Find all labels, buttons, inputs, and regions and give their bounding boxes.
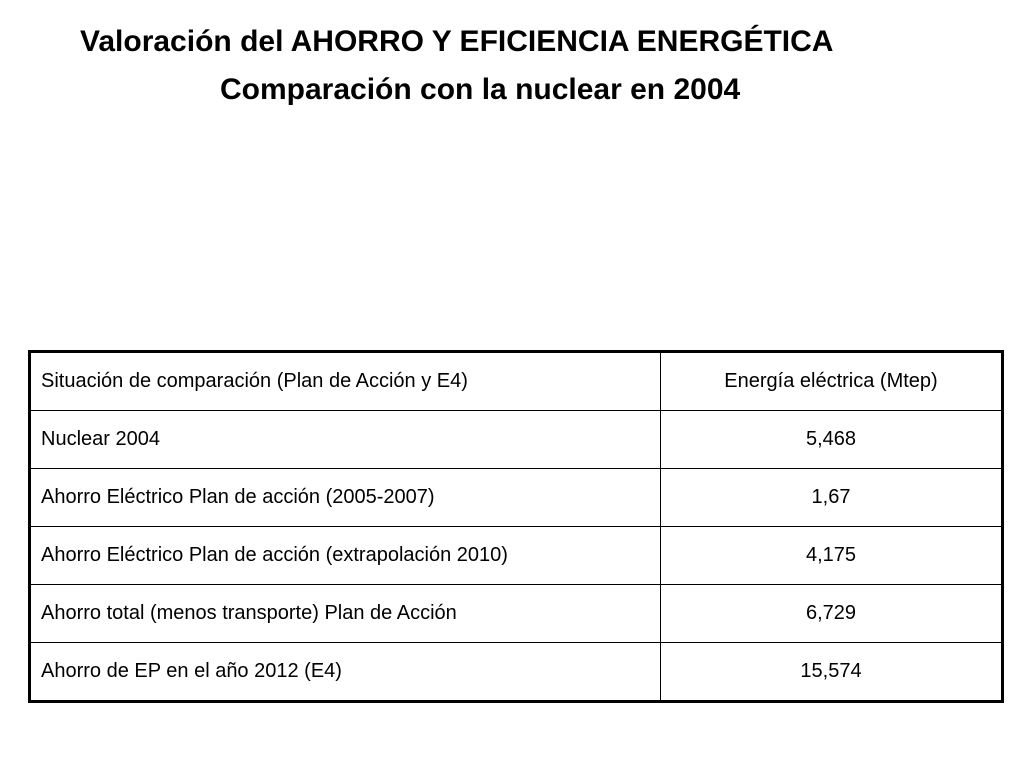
row-label: Nuclear 2004 [30, 411, 661, 469]
table-header-row [30, 352, 1003, 411]
row-value: 15,574 [661, 643, 1003, 702]
row-value: 5,468 [661, 411, 1003, 469]
row-label: Ahorro de EP en el año 2012 (E4) [30, 643, 661, 702]
row-label: Ahorro Eléctrico Plan de acción (extrapolación 2010) [30, 527, 661, 585]
row-value: 4,175 [661, 527, 1003, 585]
table-row [30, 527, 1003, 585]
header-energy: Energía eléctrica (Mtep) [661, 352, 1003, 411]
title-line-1: Valoración del AHORRO Y EFICIENCIA ENERGÉTICA [80, 25, 834, 58]
table-row [30, 643, 1003, 702]
row-value: 6,729 [661, 585, 1003, 643]
row-label: Ahorro Eléctrico Plan de acción (2005-2007) [30, 469, 661, 527]
table-row [30, 585, 1003, 643]
table-row [30, 469, 1003, 527]
header-situation: Situación de comparación (Plan de Acción y E4) [30, 352, 661, 411]
comparison-table [28, 350, 1004, 703]
table-row [30, 411, 1003, 469]
title-line-2: Comparación con la nuclear en 2004 [220, 73, 741, 106]
row-label: Ahorro total (menos transporte) Plan de Acción [30, 585, 661, 643]
row-value: 1,67 [661, 469, 1003, 527]
